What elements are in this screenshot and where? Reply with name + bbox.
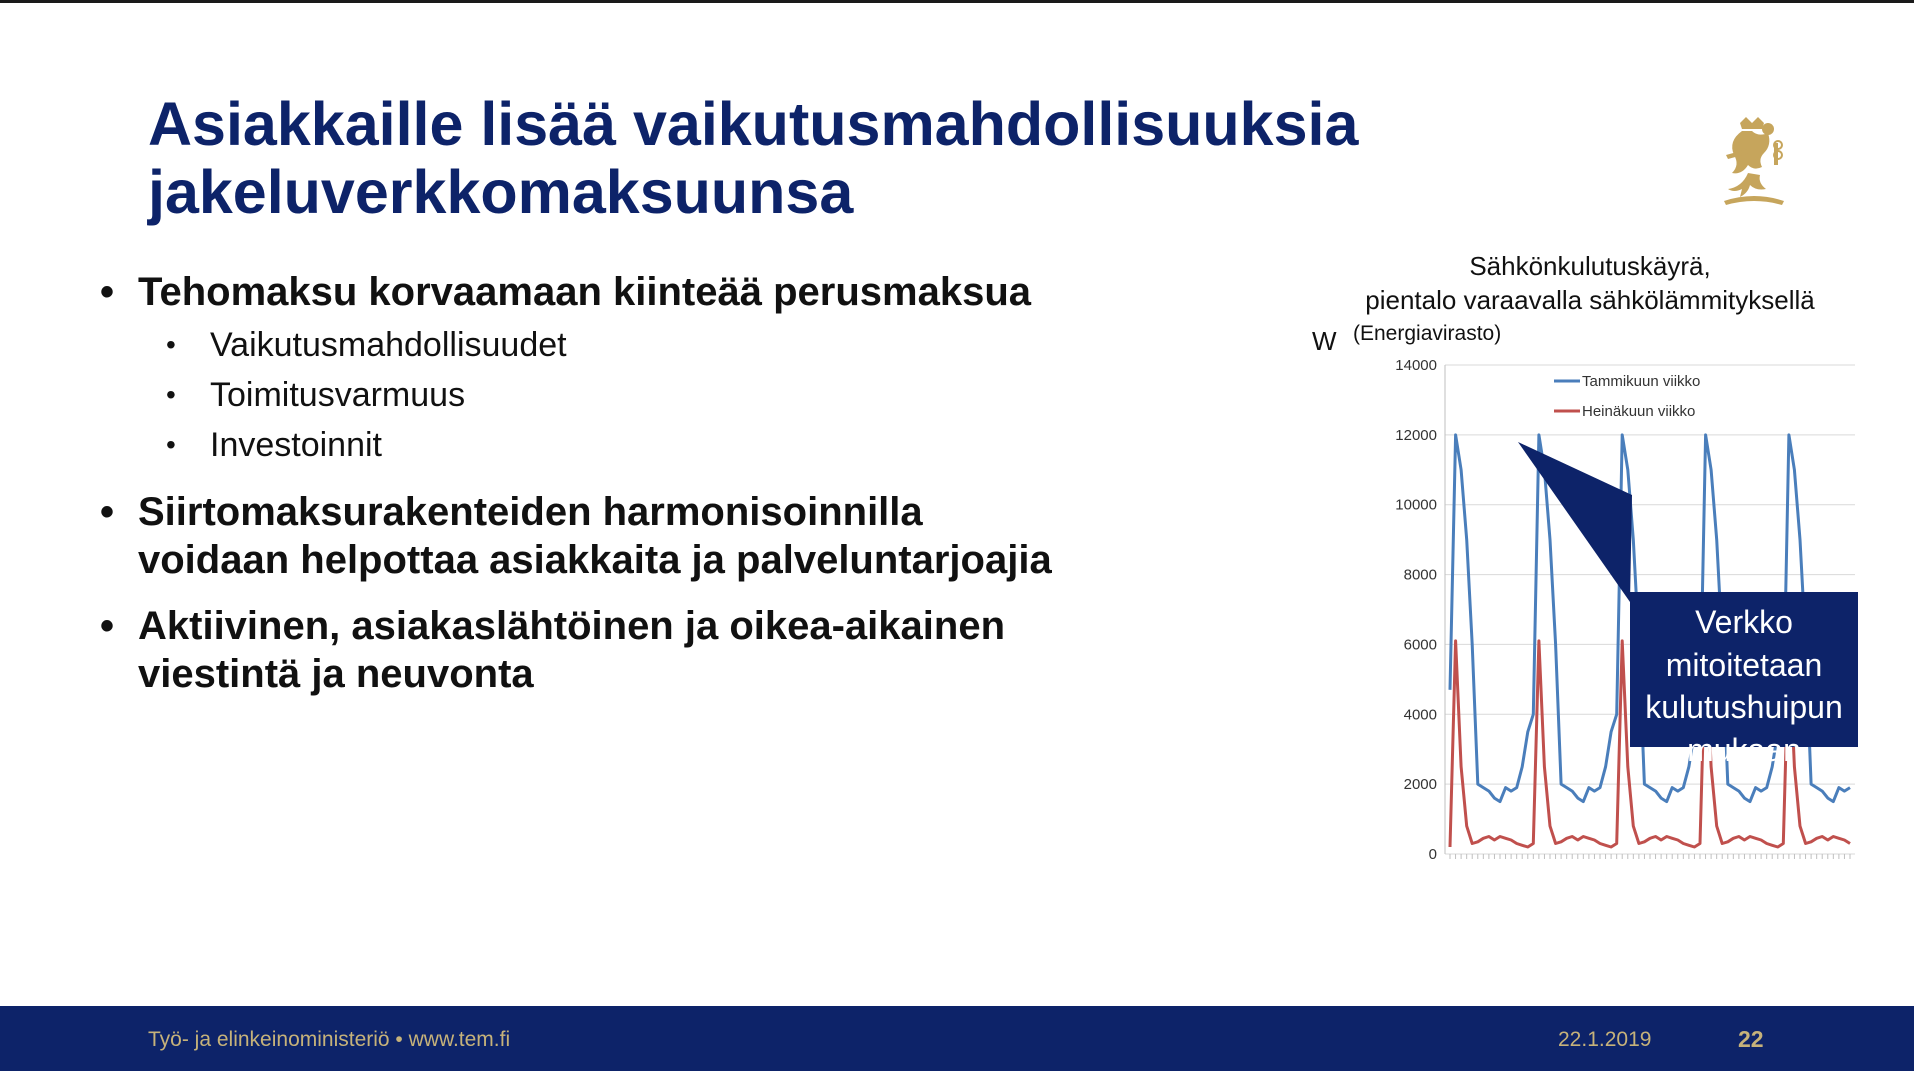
y-tick-label: 8000 xyxy=(1403,566,1437,584)
sub-bullet-item: • Investoinnit xyxy=(138,420,1260,470)
sub-bullet-item: • Vaikutusmahdollisuudet xyxy=(138,320,1260,370)
footer-bar xyxy=(0,1006,1914,1071)
y-tick-label: 12000 xyxy=(1395,426,1437,444)
y-tick-label: 2000 xyxy=(1403,776,1437,794)
bullet-text: • Tehomaksu korvaamaan kiinteää perusmaksua xyxy=(138,270,1032,314)
footer-org: Työ- ja elinkeinoministeriö • www.tem.fi xyxy=(148,1028,511,1051)
y-tick-label: 6000 xyxy=(1403,636,1437,654)
page-number: 22 xyxy=(1738,1026,1764,1052)
bullet-text xyxy=(138,602,1260,698)
bullet-line: viestintä ja neuvonta xyxy=(138,652,534,696)
y-tick-label: 4000 xyxy=(1403,706,1437,724)
y-tick-label: 0 xyxy=(1428,846,1437,863)
title-line-1: Asiakkaille lisää vaikutusmahdollisuuksia xyxy=(148,90,1359,158)
chart-svg xyxy=(1300,242,1860,872)
sub-bullet-item: • Toimitusvarmuus xyxy=(138,370,1260,420)
y-tick-label: 14000 xyxy=(1395,357,1437,374)
y-tick-label: 10000 xyxy=(1395,496,1437,514)
bullet-line: • Aktiivinen, asiakaslähtöinen ja oikea-aikainen xyxy=(138,604,1006,648)
chart-title-line-2: pientalo varaavalla sähkölämmityksellä xyxy=(1365,285,1815,315)
title-line-2: jakeluverkkomaksuunsa xyxy=(148,158,854,226)
footer-date: 22.1.2019 xyxy=(1558,1028,1652,1051)
bullet-line: • Siirtomaksurakenteiden harmonisoinnilla xyxy=(138,490,923,534)
legend-label: Heinäkuun viikko xyxy=(1582,403,1696,420)
callout-line: Verkko xyxy=(1695,604,1793,640)
callout-line: kulutushuipun xyxy=(1645,689,1843,725)
bullet-item xyxy=(100,602,1260,698)
chart-title-line-1: Sähkönkulutuskäyrä, xyxy=(1469,251,1711,281)
callout-line: mitoitetaan xyxy=(1665,647,1823,683)
callout-line: mukaan xyxy=(1687,732,1801,768)
bullet-item xyxy=(100,488,1260,584)
bullet-list xyxy=(100,268,1260,716)
bullet-line: voidaan helpottaa asiakkaita ja palveluntarjoajia xyxy=(138,538,1052,582)
top-rule xyxy=(0,0,1914,3)
legend-label: Tammikuun viikko xyxy=(1582,373,1701,390)
chart-source: (Energiavirasto) xyxy=(1353,322,1502,345)
y-axis-label: W xyxy=(1312,326,1337,356)
bullet-item xyxy=(100,268,1260,470)
lion-crest-logo xyxy=(1720,115,1790,210)
bullet-text xyxy=(138,488,1260,584)
slide-title xyxy=(148,90,1358,226)
consumption-chart xyxy=(1300,242,1860,872)
sub-bullet-list xyxy=(138,320,1260,470)
